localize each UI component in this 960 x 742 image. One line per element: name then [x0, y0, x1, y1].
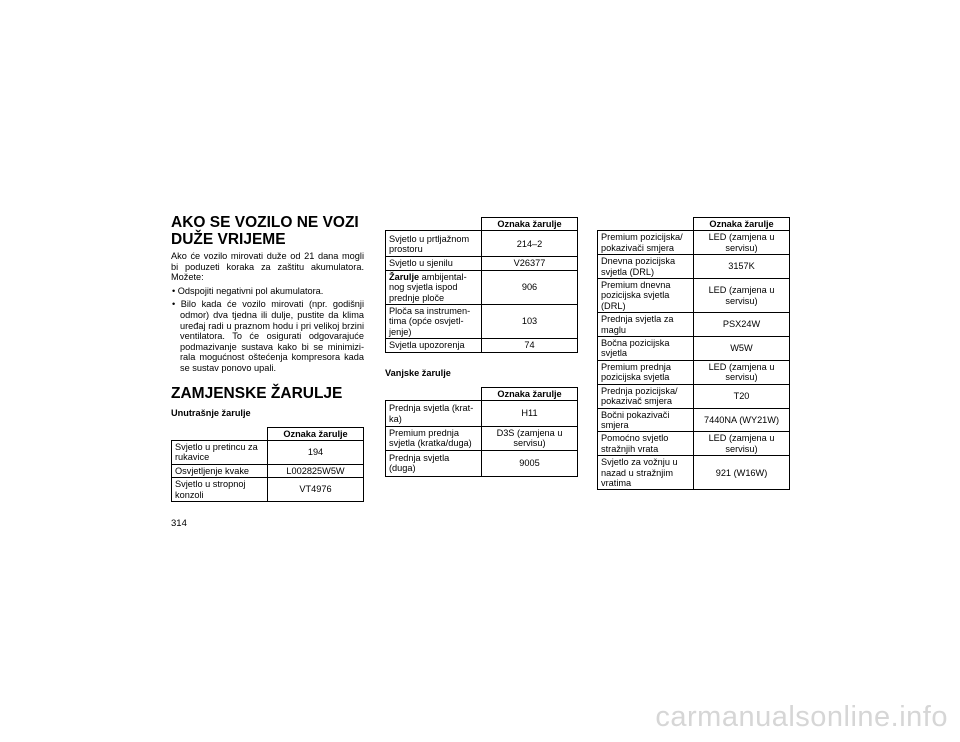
table-row: Prednja svjetla (duga) 9005 — [386, 450, 578, 476]
bullet-item: • Bilo kada će vozilo mirovati (npr. godišnji odmor) dva tjedna ili dulje, pustite da klima uređaj radi u praznom hodu i pri velikoj brzini ventilatora. To će osigurati odgovarajuće podmazivanje sustava kako bi se minimizirala mogućnost oštećenja kompresora kada se sustav ponovo upali. — [172, 299, 364, 373]
exterior-bulbs-table — [385, 387, 578, 477]
column-header: Oznaka žarulje — [482, 387, 578, 400]
right-column — [597, 217, 790, 490]
interior-bulbs-table-continued — [385, 217, 578, 353]
table-row: Svjetlo u prtljažnom prostoru 214–2 — [386, 231, 578, 257]
exterior-bulbs-heading: Vanjske žarulje — [385, 367, 451, 378]
table-row: Prednja svjetla (kratka) H11 — [386, 401, 578, 427]
table-row: Dnevna pozicijska svjetla (DRL) 3157K — [598, 255, 790, 279]
table-row: Prednja svjetla za maglu PSX24W — [598, 313, 790, 337]
table-row: Bočna pozicijska svjetla W5W — [598, 337, 790, 361]
column-header: Oznaka žarulje — [482, 218, 578, 231]
section-title-bulbs: ZAMJENSKE ŽARULJE — [171, 384, 343, 402]
table-row: Svjetla upozorenja 74 — [386, 339, 578, 352]
storage-intro: Ako će vozilo mirovati duže od 21 dana mogli bi poduzeti koraka za zaštitu akumulatora. Možete: — [171, 251, 364, 283]
table-row: Svjetlo u stropnoj konzoli VT4976 — [172, 478, 364, 502]
table-row: Svjetlo za vožnju u nazad u stražnjim vratima 921 (W16W) — [598, 456, 790, 490]
table-row: Bočni pokazivači smjera 7440NA (WY21W) — [598, 408, 790, 432]
interior-bulbs-heading: Unutrašnje žarulje — [171, 407, 251, 418]
table-row: Premium pozicijska/ pokazivači smjera LED (zamjena u servisu) — [598, 231, 790, 255]
table-row: Ploča sa instrumentima (opće osvjetljenje) 103 — [386, 305, 578, 339]
exterior-bulbs-table-continued — [597, 217, 790, 490]
middle-column — [385, 217, 578, 477]
left-column — [171, 214, 364, 502]
table-row: Osvjetljenje kvake L002825W5W — [172, 464, 364, 477]
table-row: Svjetlo u sjenilu V26377 — [386, 257, 578, 270]
table-row: Pomoćno svjetlo stražnjih vrata LED (zamjena u servisu) — [598, 432, 790, 456]
bullet-item: • Odspojiti negativni pol akumulatora. — [172, 285, 324, 296]
watermark: carmanualsonline.info — [655, 701, 948, 733]
column-header: Oznaka žarulje — [268, 427, 364, 440]
section-title-storage: AKO SE VOZILO NE VOZI DUŽE VRIJEME — [171, 214, 359, 248]
table-row: Prednja pozicijska/ pokazivač smjera T20 — [598, 384, 790, 408]
interior-bulbs-table — [171, 427, 364, 502]
table-row: Premium prednja pozicijska svjetla LED (zamjena u servisu) — [598, 360, 790, 384]
storage-bullet-list — [171, 286, 364, 374]
page-number: 314 — [171, 518, 187, 529]
column-header: Oznaka žarulje — [694, 218, 790, 231]
table-row: Premium dnevna pozicijska svjetla (DRL) LED (zamjena u servisu) — [598, 279, 790, 313]
table-row: Žarulje ambijentalnog svjetla ispod prednje ploče 906 — [386, 270, 578, 304]
table-row: Premium prednja svjetla (kratka/duga) D3S (zamjena u servisu) — [386, 427, 578, 451]
table-row: Svjetlo u pretincu za rukavice 194 — [172, 440, 364, 464]
